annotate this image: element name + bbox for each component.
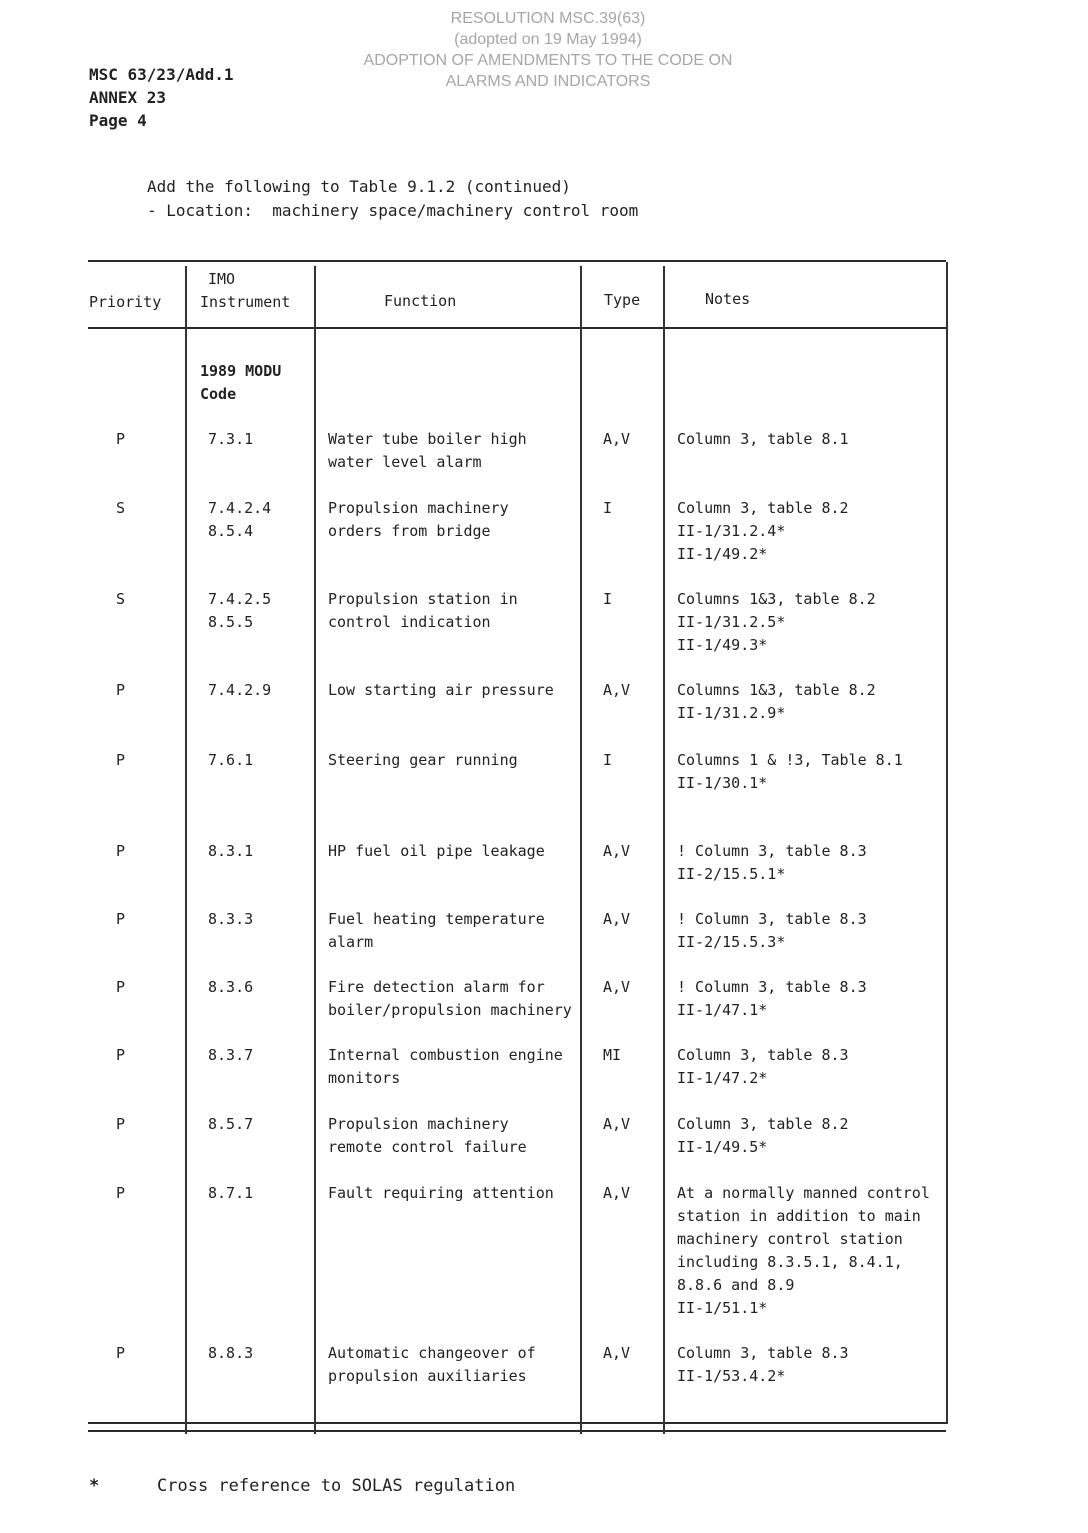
row-notes: II-2/15.5.1*: [677, 865, 786, 883]
row-instrument: 8.3.1: [208, 842, 254, 860]
row-type: A,V: [603, 1184, 631, 1202]
row-function: Fault requiring attention: [328, 1184, 554, 1202]
header-imo: IMO: [208, 270, 236, 288]
row-type: I: [603, 751, 613, 769]
header-instrument: Instrument: [200, 293, 291, 311]
row-instrument: 8.3.3: [208, 910, 254, 928]
row-notes: station in addition to main: [677, 1207, 921, 1225]
table-top-rule: [88, 260, 946, 262]
row-notes: ! Column 3, table 8.3: [677, 910, 867, 928]
header-priority: Priority: [89, 293, 162, 311]
row-notes: II-1/49.3*: [677, 636, 768, 654]
row-function: boiler/propulsion machinery: [328, 1001, 572, 1019]
row-notes: II-2/15.5.3*: [677, 933, 786, 951]
row-notes: Column 3, table 8.3: [677, 1046, 849, 1064]
table-intro: [147, 175, 638, 223]
footnote-marker: *: [89, 1476, 100, 1496]
row-priority: P: [116, 1344, 126, 1362]
row-notes: II-1/53.4.2*: [677, 1367, 786, 1385]
document-reference: [89, 63, 234, 132]
header-type: Type: [604, 291, 641, 309]
table-right-border: [946, 262, 948, 1424]
row-notes: ! Column 3, table 8.3: [677, 978, 867, 996]
table-bottom-rule: [88, 1422, 946, 1424]
row-notes: II-1/31.2.9*: [677, 704, 786, 722]
row-notes: Columns 1 & !3, Table 8.1: [677, 751, 903, 769]
row-notes: II-1/31.2.4*: [677, 522, 786, 540]
row-function: Automatic changeover of: [328, 1344, 536, 1362]
row-priority: P: [116, 1184, 126, 1202]
row-type: I: [603, 499, 613, 517]
watermark-line: ADOPTION OF AMENDMENTS TO THE CODE ON: [363, 52, 733, 69]
row-function: Propulsion station in: [328, 590, 518, 608]
row-function: control indication: [328, 613, 491, 631]
row-type: A,V: [603, 430, 631, 448]
row-notes: II-1/47.2*: [677, 1069, 768, 1087]
row-priority: P: [116, 978, 126, 996]
row-instrument: 8.5.5: [208, 613, 254, 631]
row-notes: including 8.3.5.1, 8.4.1,: [677, 1253, 903, 1271]
row-notes: At a normally manned control: [677, 1184, 930, 1202]
row-instrument: 8.7.1: [208, 1184, 254, 1202]
row-instrument: 7.4.2.4: [208, 499, 272, 517]
row-notes: Column 3, table 8.1: [677, 430, 849, 448]
row-function: remote control failure: [328, 1138, 527, 1156]
row-type: I: [603, 590, 613, 608]
page-number: Page 4: [89, 111, 147, 130]
watermark-line: (adopted on 19 May 1994): [454, 31, 642, 48]
row-notes: II-1/49.2*: [677, 545, 768, 563]
footnote-text: Cross reference to SOLAS regulation: [157, 1476, 516, 1496]
row-function: Water tube boiler high: [328, 430, 527, 448]
row-instrument: 7.6.1: [208, 751, 254, 769]
column-divider: [580, 266, 582, 1434]
row-notes: Column 3, table 8.2: [677, 499, 849, 517]
doc-number: MSC 63/23/Add.1: [89, 65, 234, 84]
row-priority: P: [116, 681, 126, 699]
row-type: A,V: [603, 910, 631, 928]
row-priority: P: [116, 1115, 126, 1133]
row-instrument: 8.5.7: [208, 1115, 254, 1133]
row-priority: S: [116, 499, 126, 517]
row-notes: II-1/51.1*: [677, 1299, 768, 1317]
row-notes: 8.8.6 and 8.9: [677, 1276, 795, 1294]
row-function: propulsion auxiliaries: [328, 1367, 527, 1385]
row-instrument: 7.4.2.9: [208, 681, 272, 699]
row-function: monitors: [328, 1069, 401, 1087]
watermark-line: RESOLUTION MSC.39(63): [450, 10, 646, 27]
code-heading: Code: [200, 385, 237, 403]
row-type: A,V: [603, 1344, 631, 1362]
row-function: alarm: [328, 933, 374, 951]
row-function: water level alarm: [328, 453, 482, 471]
row-function: Fire detection alarm for: [328, 978, 545, 996]
row-priority: P: [116, 910, 126, 928]
row-instrument: 8.3.6: [208, 978, 254, 996]
row-function: Propulsion machinery: [328, 1115, 509, 1133]
row-notes: Columns 1&3, table 8.2: [677, 681, 876, 699]
row-instrument: 7.3.1: [208, 430, 254, 448]
header-notes: Notes: [705, 290, 751, 308]
row-priority: P: [116, 842, 126, 860]
row-notes: ! Column 3, table 8.3: [677, 842, 867, 860]
row-type: A,V: [603, 1115, 631, 1133]
intro-location: - Location: machinery space/machinery control room: [147, 201, 639, 220]
row-instrument: 8.3.7: [208, 1046, 254, 1064]
row-priority: P: [116, 430, 126, 448]
row-notes: Columns 1&3, table 8.2: [677, 590, 876, 608]
column-divider: [314, 266, 316, 1434]
row-notes: II-1/47.1*: [677, 1001, 768, 1019]
row-instrument: 8.8.3: [208, 1344, 254, 1362]
row-type: A,V: [603, 842, 631, 860]
watermark-line: ALARMS AND INDICATORS: [445, 73, 651, 90]
row-priority: P: [116, 1046, 126, 1064]
row-function: HP fuel oil pipe leakage: [328, 842, 545, 860]
row-instrument: 7.4.2.5: [208, 590, 272, 608]
table-header-rule: [88, 327, 946, 329]
row-notes: Column 3, table 8.3: [677, 1344, 849, 1362]
row-notes: II-1/49.5*: [677, 1138, 768, 1156]
row-instrument: 8.5.4: [208, 522, 254, 540]
row-function: orders from bridge: [328, 522, 491, 540]
row-priority: P: [116, 751, 126, 769]
intro-line: Add the following to Table 9.1.2 (continued): [147, 177, 571, 196]
column-divider: [663, 266, 665, 1434]
row-function: Steering gear running: [328, 751, 518, 769]
code-heading: 1989 MODU: [200, 362, 282, 380]
row-function: Propulsion machinery: [328, 499, 509, 517]
row-notes: II-1/31.2.5*: [677, 613, 786, 631]
annex-number: ANNEX 23: [89, 88, 167, 107]
resolution-watermark: [330, 8, 766, 92]
row-type: MI: [603, 1046, 622, 1064]
row-notes: II-1/30.1*: [677, 774, 768, 792]
column-divider: [185, 266, 187, 1434]
table-bottom-rule: [88, 1430, 946, 1432]
row-notes: machinery control station: [677, 1230, 903, 1248]
header-function: Function: [384, 292, 457, 310]
row-type: A,V: [603, 681, 631, 699]
row-priority: S: [116, 590, 126, 608]
row-function: Internal combustion engine: [328, 1046, 563, 1064]
row-notes: Column 3, table 8.2: [677, 1115, 849, 1133]
row-type: A,V: [603, 978, 631, 996]
row-function: Low starting air pressure: [328, 681, 554, 699]
row-function: Fuel heating temperature: [328, 910, 545, 928]
footnote: [89, 1476, 515, 1496]
